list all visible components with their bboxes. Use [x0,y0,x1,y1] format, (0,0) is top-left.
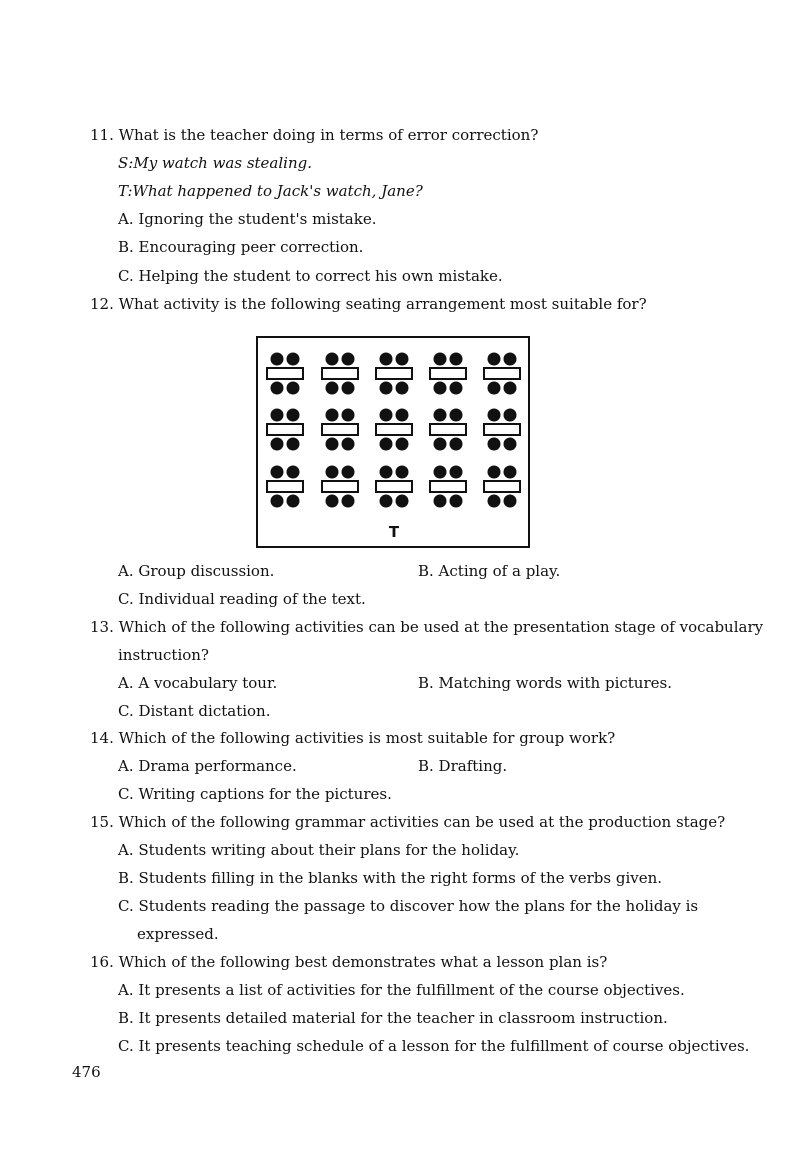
question-13-option-c: C. Distant dictation. [118,702,271,720]
student-seat [504,353,517,366]
student-seat [396,438,409,451]
question-13-option-b: B. Matching words with pictures. [418,674,672,692]
student-seat [326,409,339,422]
student-seat [326,495,339,508]
seat-groups [267,353,520,508]
student-seat [434,382,447,395]
desk-group [430,466,466,508]
student-seat [434,495,447,508]
desk-group [267,466,303,508]
student-seat [396,382,409,395]
student-seat [488,409,501,422]
student-seat [434,409,447,422]
question-16-stem: 16. Which of the following best demonstrates what a lesson plan is? [90,953,608,971]
student-seat [380,409,393,422]
student-seat [342,409,355,422]
student-seat [434,438,447,451]
student-seat [287,438,300,451]
student-seat [488,353,501,366]
student-seat [396,353,409,366]
desk-group [484,353,520,395]
question-15-option-a: A. Students writing about their plans for the holiday. [118,841,520,859]
question-15-option-b: B. Students filling in the blanks with the right forms of the verbs given. [118,869,663,887]
page-number: 476 [72,1063,101,1081]
student-seat [342,382,355,395]
question-11-option-a: A. Ignoring the student's mistake. [118,210,377,228]
desk [267,368,303,379]
student-seat [504,495,517,508]
student-seat [396,495,409,508]
student-seat [434,466,447,479]
desk [484,424,520,435]
student-seat [488,466,501,479]
student-seat [342,438,355,451]
student-seat [396,409,409,422]
student-seat [271,466,284,479]
desk [484,368,520,379]
desk [322,424,358,435]
question-16-option-a: A. It presents a list of activities for the fulfillment of the course objectives. [118,981,685,999]
desk-group [376,466,412,508]
question-14-option-c: C. Writing captions for the pictures. [118,785,392,803]
desk-group [322,409,358,451]
student-seat [450,466,463,479]
question-11-option-b: B. Encouraging peer correction. [118,238,364,256]
question-12-option-b: B. Acting of a play. [418,562,561,580]
desk-group [484,466,520,508]
desk [484,481,520,492]
desk-group [376,409,412,451]
question-13-stem-continued: instruction? [118,646,209,664]
desk [376,481,412,492]
question-14-option-b: B. Drafting. [418,757,508,775]
question-15-option-c: C. Students reading the passage to discover how the plans for the holiday is [118,897,699,915]
student-seat [287,409,300,422]
desk [430,424,466,435]
student-seat [326,466,339,479]
desk [322,368,358,379]
student-seat [380,466,393,479]
student-seat [488,382,501,395]
desk-group [376,353,412,395]
student-seat [396,466,409,479]
student-seat [287,495,300,508]
teacher-position-label: T [388,523,400,541]
student-seat [287,466,300,479]
question-11-option-c: C. Helping the student to correct his own mistake. [118,267,503,285]
student-seat [380,495,393,508]
question-14-option-a: A. Drama performance. [118,757,297,775]
student-seat [450,353,463,366]
question-13-option-a: A. A vocabulary tour. [118,674,278,692]
desk-group [267,409,303,451]
student-seat [450,438,463,451]
question-16-option-b: B. It presents detailed material for the teacher in classroom instruction. [118,1009,668,1027]
question-16-option-c: C. It presents teaching schedule of a lesson for the fulfillment of course objectives. [118,1037,750,1055]
desk-group [430,353,466,395]
desk [376,368,412,379]
student-seat [504,466,517,479]
student-seat [450,409,463,422]
desk [376,424,412,435]
student-seat [434,353,447,366]
student-seat [504,409,517,422]
question-13-stem: 13. Which of the following activities can be used at the presentation stage of vocabulary [90,618,764,636]
question-12-option-c: C. Individual reading of the text. [118,590,366,608]
question-11-stem: 11. What is the teacher doing in terms of error correction? [90,126,539,144]
seating-arrangement-diagram [256,336,530,548]
question-15-stem: 15. Which of the following grammar activities can be used at the production stage? [90,813,726,831]
student-seat [380,382,393,395]
desk [267,424,303,435]
student-seat [271,495,284,508]
student-seat [380,353,393,366]
student-seat [326,382,339,395]
student-seat [287,382,300,395]
student-seat [326,353,339,366]
question-11-dialogue-teacher: T:What happened to Jack's watch, Jane? [118,182,423,200]
student-seat [342,495,355,508]
desk [322,481,358,492]
student-seat [271,353,284,366]
student-seat [271,382,284,395]
student-seat [342,353,355,366]
student-seat [504,438,517,451]
student-seat [488,438,501,451]
desk [430,368,466,379]
student-seat [450,495,463,508]
desk-group [484,409,520,451]
question-12-option-a: A. Group discussion. [118,562,275,580]
student-seat [271,409,284,422]
student-seat [342,466,355,479]
question-14-stem: 14. Which of the following activities is most suitable for group work? [90,729,616,747]
student-seat [380,438,393,451]
question-12-stem: 12. What activity is the following seating arrangement most suitable for? [90,295,647,313]
question-11-dialogue-student: S:My watch was stealing. [118,154,312,172]
desk [430,481,466,492]
desk-group [267,353,303,395]
student-seat [287,353,300,366]
student-seat [504,382,517,395]
student-seat [326,438,339,451]
desk [267,481,303,492]
desk-group [430,409,466,451]
desk-group [322,466,358,508]
student-seat [271,438,284,451]
desk-group [322,353,358,395]
question-15-option-c-continued: expressed. [137,925,219,943]
student-seat [450,382,463,395]
student-seat [488,495,501,508]
